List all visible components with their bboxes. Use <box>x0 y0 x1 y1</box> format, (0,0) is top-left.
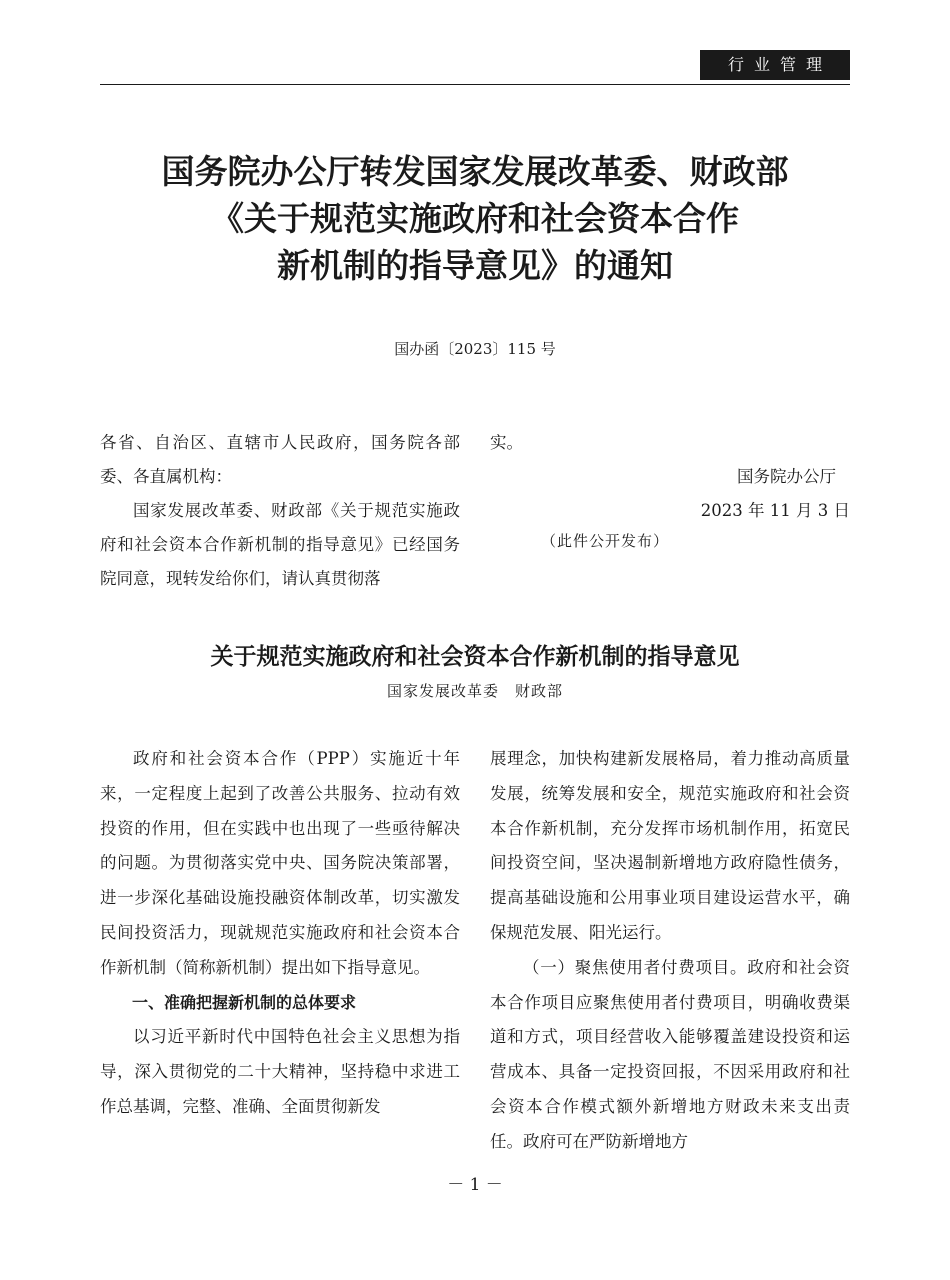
notice-addressee: 各省、自治区、直辖市人民政府，国务院各部委、各直属机构： <box>100 433 460 486</box>
header-rule <box>100 84 850 85</box>
title-line: 国务院办公厅转发国家发展改革委、财政部 <box>161 152 789 191</box>
page-number: － 1 － <box>447 1175 503 1195</box>
intro-paragraph: 政府和社会资本合作（PPP）实施近十年来，一定程度上起到了改善公共服务、拉动有效投资的作用，但在实践中也出现了一些亟待解决的问题。为贯彻落实党中央、国务院决策部署，进一步深化基础设施投融资体制改革，切实激发民间投资活力，现就规范实施政府和社会资本合作新机制（简称新机制）提出如下指导意见。 <box>100 749 460 977</box>
notice-date: 2023 年 11 月 3 日 <box>700 501 850 520</box>
body-left-column <box>100 742 460 1125</box>
notice-right-column <box>490 426 850 528</box>
notice-body-end: 实。 <box>490 433 523 452</box>
item-text: 政府和社会资本合作项目应聚焦使用者付费项目，明确收费渠道和方式，项目经营收入能够覆盖建设投资和运营成本、具备一定投资回报，不因采用政府和社会资本合作模式额外新增地方财政未来支出责任。政府可在严防新增地方 <box>490 957 850 1151</box>
item-heading: （一）聚焦使用者付费项目。 <box>523 957 748 977</box>
document-number: 国办函〔2023〕115 号 <box>394 340 556 358</box>
notice-signer: 国务院办公厅 <box>737 467 836 486</box>
document-title <box>100 148 850 289</box>
guidance-authors: 国家发展改革委 财政部 <box>386 682 563 700</box>
notice-body: 国家发展改革委、财政部《关于规范实施政府和社会资本合作新机制的指导意见》已经国务院同意，现转发给你们，请认真贯彻落 <box>100 501 460 588</box>
section-tag: 行业管理 <box>700 50 850 80</box>
title-line: 新机制的指导意见》的通知 <box>277 246 673 285</box>
body-right-column <box>490 742 850 1160</box>
notice-left-column <box>100 426 460 596</box>
section-paragraph: 以习近平新时代中国特色社会主义思想为指导，深入贯彻党的二十大精神，坚持稳中求进工作总基调，完整、准确、全面贯彻新发 <box>100 1027 460 1116</box>
publish-note: （此件公开发布） <box>540 532 669 550</box>
section-paragraph-continued: 展理念，加快构建新发展格局，着力推动高质量发展，统筹发展和安全，规范实施政府和社会资本合作新机制，充分发挥市场机制作用，拓宽民间投资空间，坚决遏制新增地方政府隐性债务，提高基础设施和公用事业项目建设运营水平，确保规范发展、阳光运行。 <box>490 749 850 942</box>
guidance-title: 关于规范实施政府和社会资本合作新机制的指导意见 <box>210 643 740 670</box>
section-heading: 一、准确把握新机制的总体要求 <box>132 992 357 1012</box>
title-line: 《关于规范实施政府和社会资本合作 <box>211 199 739 238</box>
